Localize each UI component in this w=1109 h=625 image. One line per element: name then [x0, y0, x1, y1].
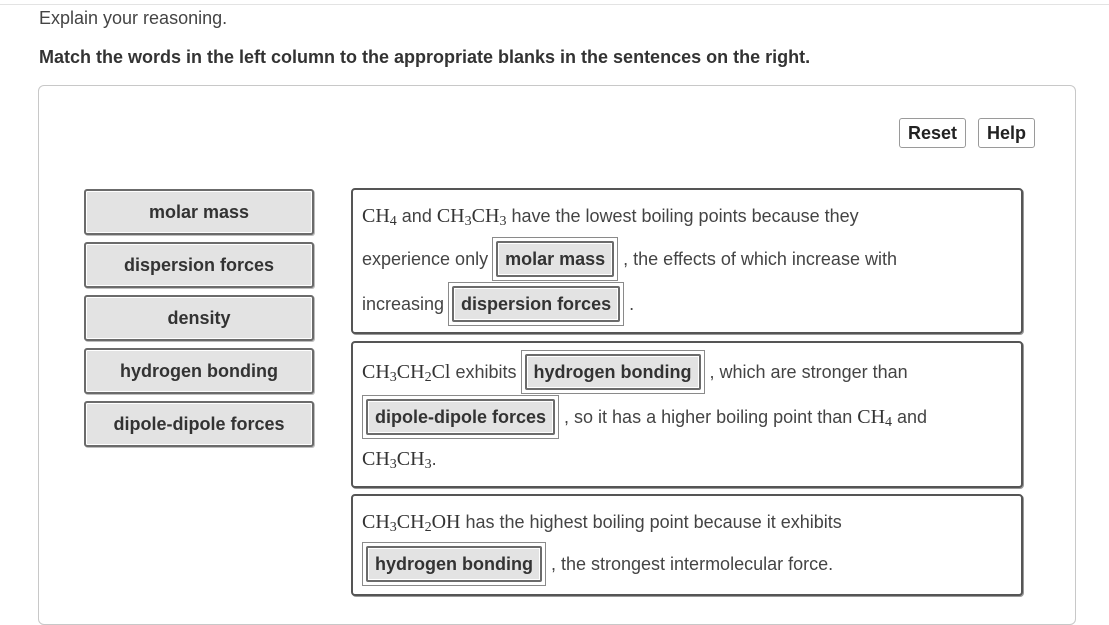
formula-ch3ch2oh: $CH_3CH_2OH$ [362, 510, 461, 535]
word-chip-molar-mass[interactable]: molar mass [84, 189, 314, 235]
blank-1-2[interactable] [448, 282, 624, 326]
sentence-box-3 [351, 494, 1023, 596]
prompt-text: Explain your reasoning. [39, 8, 228, 28]
word-chip-density[interactable]: density [84, 295, 314, 341]
word-chip-hydrogen-bonding[interactable]: hydrogen bonding [84, 348, 314, 394]
sentence-box-1 [351, 188, 1023, 334]
formula-ch4: $CH_4$ [857, 405, 893, 430]
instructions-text: Match the words in the left column to the appropriate blanks in the sentences on the right. [39, 47, 811, 67]
word-chip-dipole-dipole-forces[interactable]: dipole-dipole forces [84, 401, 314, 447]
blank-3-1[interactable] [362, 542, 546, 586]
sentence-2-line-1: $CH_3CH_2Cl$ exhibits hydrogen bonding , which are stronger than [362, 350, 908, 394]
reset-button[interactable]: Reset [899, 118, 966, 148]
top-divider [0, 4, 1109, 5]
blank-2-1[interactable] [521, 350, 705, 394]
sentence-2-line-3: $CH_3CH_3$ . [362, 447, 437, 472]
sentence-3-line-1: $CH_3CH_2OH$ has the highest boiling point because it exhibits [362, 510, 842, 535]
blank-2-2[interactable] [362, 395, 559, 439]
filled-answer[interactable]: hydrogen bonding [366, 546, 542, 582]
filled-answer[interactable]: dipole-dipole forces [366, 399, 555, 435]
filled-answer[interactable]: molar mass [496, 241, 614, 277]
sentence-3-line-2: hydrogen bonding , the strongest intermolecular force. [362, 542, 833, 586]
sentence-box-2 [351, 341, 1023, 488]
sentence-2-line-2: dipole-dipole forces , so it has a higher boiling point than $CH_4$ and [362, 395, 927, 439]
formula-ch3ch3: $CH_3CH_3$ [362, 447, 432, 472]
formula-ch3ch3: $CH_3CH_3$ [436, 204, 507, 229]
sentence-1-line-2: experience only molar mass , the effects of which increase with [362, 237, 897, 281]
sentence-1-line-1: $CH_4$ and $CH_3CH_3$ have the lowest boiling points because they [362, 204, 859, 229]
blank-1-1[interactable] [492, 237, 618, 281]
word-chip-dispersion-forces[interactable]: dispersion forces [84, 242, 314, 288]
sentence-1-line-3: increasing dispersion forces . [362, 282, 634, 326]
help-button[interactable]: Help [978, 118, 1035, 148]
filled-answer[interactable]: dispersion forces [452, 286, 620, 322]
formula-ch4: $CH_4$ [362, 204, 397, 229]
formula-ch3ch2cl: $CH_3CH_2Cl$ [362, 360, 451, 385]
filled-answer[interactable]: hydrogen bonding [525, 354, 701, 390]
